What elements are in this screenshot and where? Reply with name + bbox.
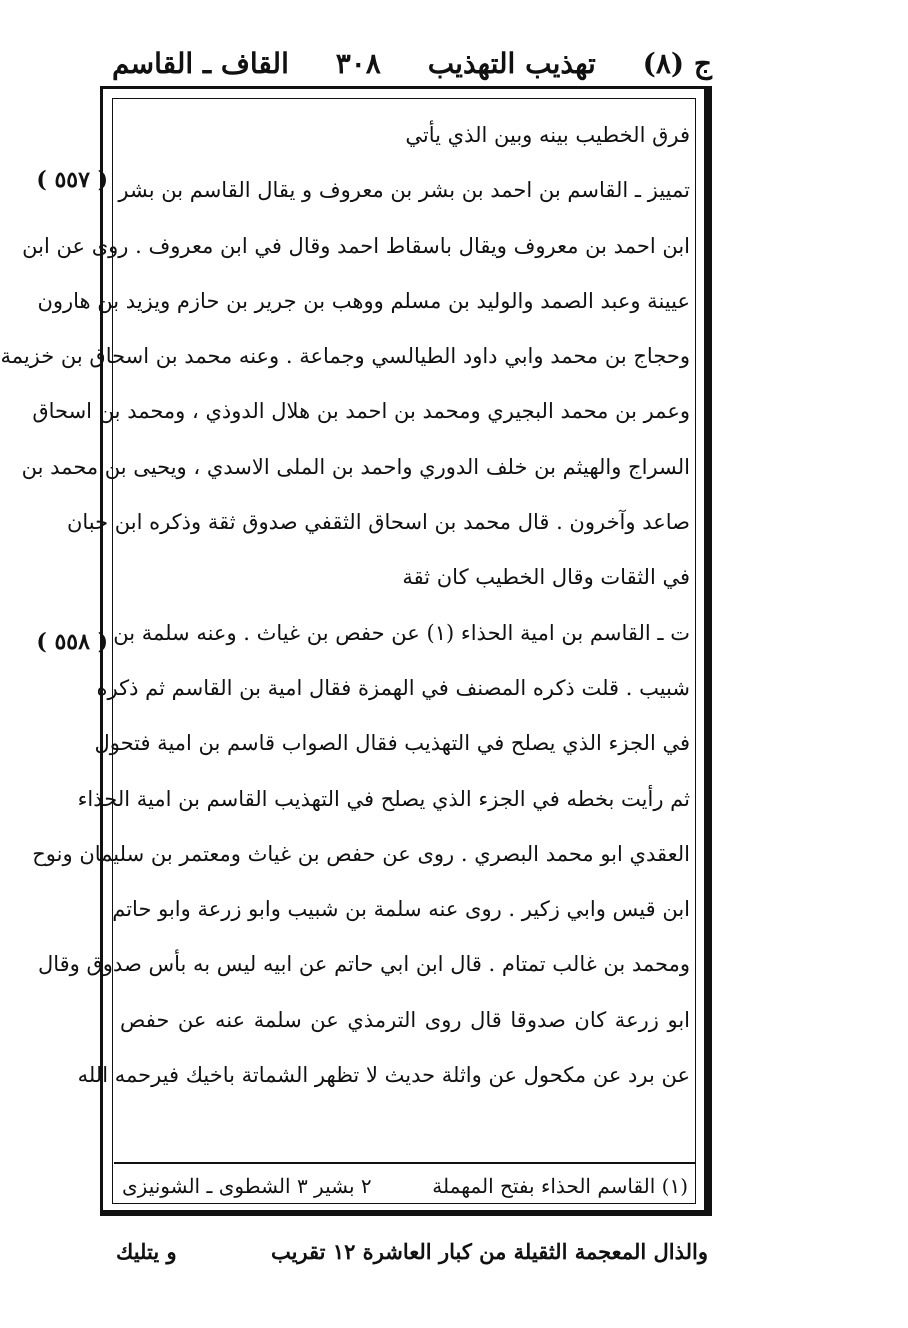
footnote-marks: ٢ بشير ٣ الشطوى ـ الشونيزى <box>122 1174 372 1198</box>
book-title: تهذيب التهذيب <box>427 46 596 80</box>
footnote <box>122 1166 688 1206</box>
entry-number-558: ( ٥٥٨ ) <box>36 629 108 655</box>
text-line: ثم رأيت بخطه في الجزء الذي يصلح في التهذيب القاسم بن امية الحذاء <box>77 786 690 811</box>
text-line: عيينة وعبد الصمد والوليد بن مسلم ووهب بن جرير بن حازم ويزيد بن هارون <box>37 288 690 313</box>
footnote-divider <box>114 1162 696 1164</box>
page-bottom <box>116 1232 708 1272</box>
continuation-line: والذال المعجمة الثقيلة من كبار العاشرة ١٢ تقريب <box>270 1239 708 1264</box>
text-line: صاعد وآخرون . قال محمد بن اسحاق الثقفي صدوق ثقة وذكره ابن حبان <box>66 510 690 535</box>
text-line: شبيب . قلت ذكره المصنف في الهمزة فقال امية بن القاسم ثم ذكره <box>96 675 690 700</box>
text-line: ابن قيس وابي زكير . روى عنه سلمة بن شبيب وابو زرعة وابو حاتم <box>112 897 690 922</box>
text-line: وحجاج بن محمد وابي داود الطيالسي وجماعة . وعنه محمد بن اسحاق بن خزيمة <box>0 344 690 369</box>
entry-number-557: ( ٥٥٧ ) <box>36 167 108 193</box>
text-line: السراج والهيثم بن خلف الدوري واحمد بن الملى الاسدي ، ويحيى بن محمد بن <box>21 454 690 479</box>
page-header <box>112 38 712 88</box>
text-line: ابن احمد بن معروف ويقال باسقاط احمد وقال في ابن معروف . روى عن ابن <box>22 233 690 258</box>
catchword: و يتليك <box>116 1239 177 1264</box>
text-line: تمييز ـ القاسم بن احمد بن بشر بن معروف و يقال القاسم بن بشر <box>118 178 690 203</box>
volume-label: ج (٨) <box>642 46 712 80</box>
text-line: ت ـ القاسم بن امية الحذاء (١) عن حفص بن غياث . وعنه سلمة بن <box>113 620 690 645</box>
text-line: فرق الخطيب بينه وبين الذي يأتي <box>405 123 690 147</box>
text-line: عن برد عن مكحول عن واثلة حديث لا تظهر الشماتة باخيك فيرحمه الله <box>77 1063 690 1088</box>
page-number: ٣٠٨ <box>335 46 381 80</box>
text-line: ابو زرعة كان صدوقا قال روى الترمذي عن سلمة عنه عن حفص <box>120 1007 690 1032</box>
footnote-text: (١) القاسم الحذاء بفتح المهملة <box>432 1174 688 1198</box>
text-line: في الثقات وقال الخطيب كان ثقة <box>402 565 690 590</box>
text-line: ومحمد بن غالب تمتام . قال ابن ابي حاتم عن ابيه ليس به بأس صدوق وقال <box>37 952 690 977</box>
text-line: في الجزء الذي يصلح في التهذيب فقال الصواب قاسم بن امية فتحول <box>94 731 690 756</box>
text-line: العقدي ابو محمد البصري . روى عن حفص بن غياث ومعتمر بن سليمان ونوح <box>32 841 690 866</box>
section-title: القاف ـ القاسم <box>112 46 289 80</box>
text-line: وعمر بن محمد البجيري ومحمد بن احمد بن هلال الدوذي ، ومحمد بن اسحاق <box>32 399 690 424</box>
